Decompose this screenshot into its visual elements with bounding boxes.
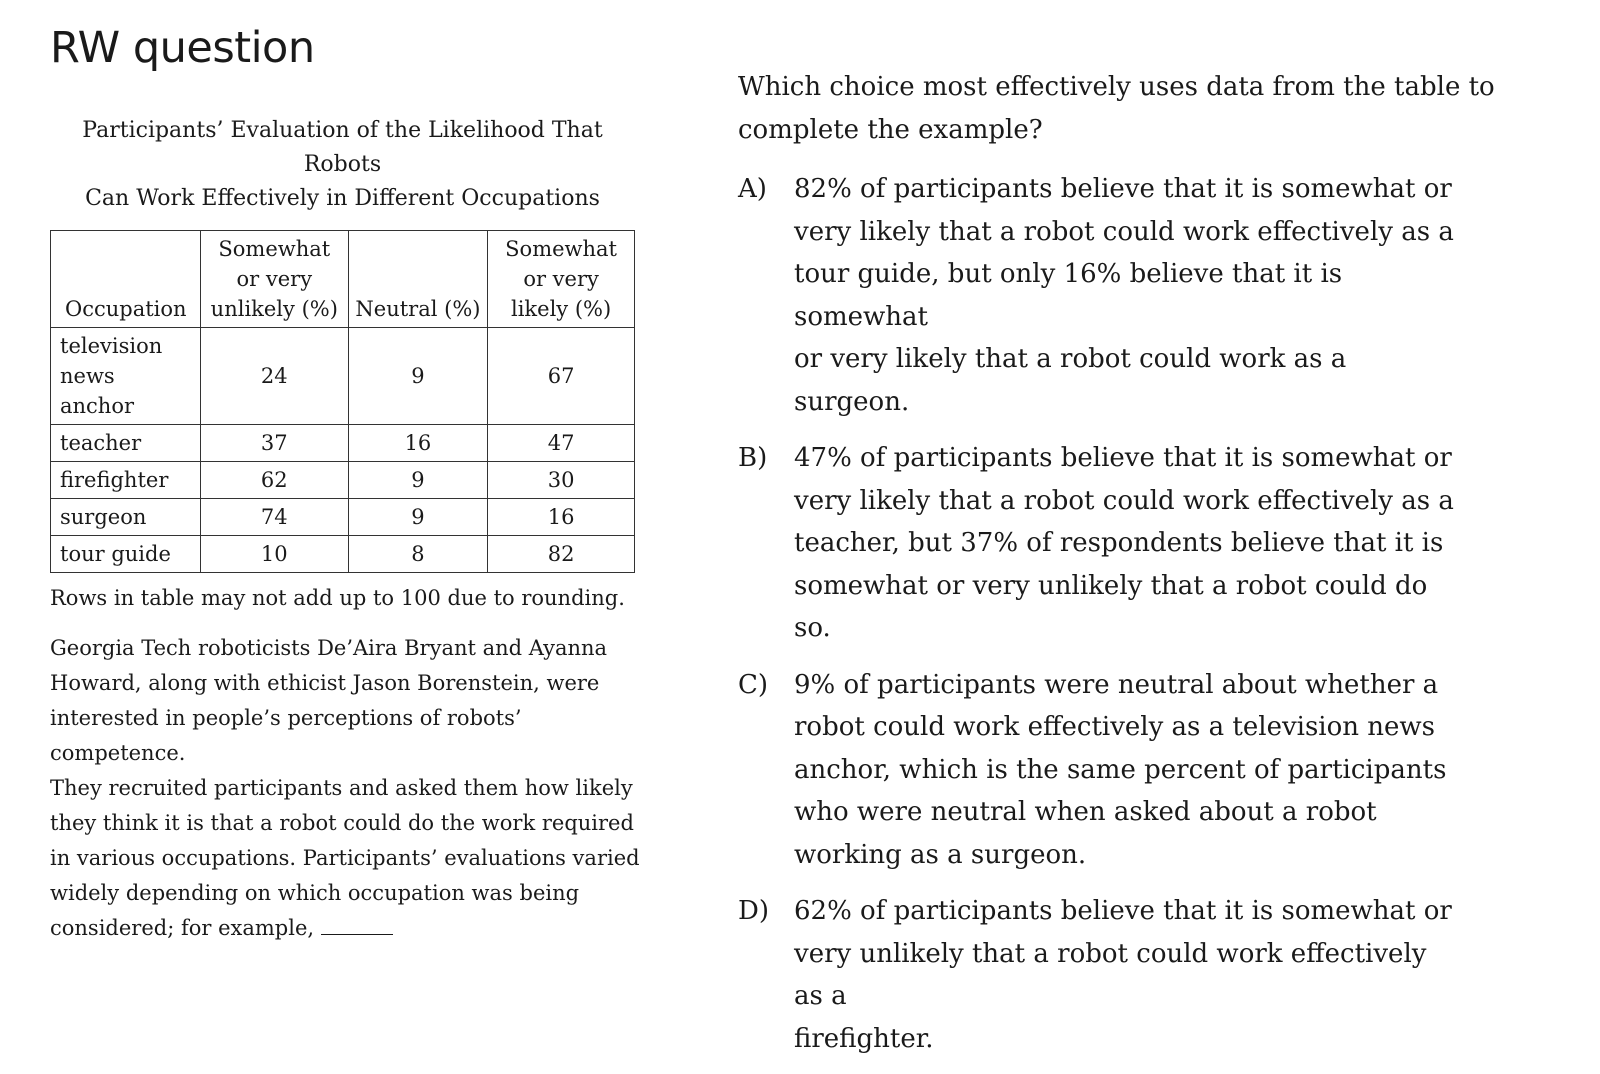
choice-text [794, 168, 1454, 423]
cell-neutral: 9 [348, 499, 488, 536]
cell-neutral: 8 [348, 536, 488, 573]
data-table [50, 230, 635, 573]
table-row [51, 425, 635, 462]
question-stem [738, 66, 1558, 152]
choice-c[interactable] [738, 664, 1558, 877]
choice-line: who were neutral when asked about a robot [794, 797, 1377, 827]
cell-occupation [51, 328, 201, 425]
question-line: complete the example? [738, 115, 1043, 145]
left-column [50, 114, 660, 946]
cell-likely: 82 [488, 536, 635, 573]
cell-likely: 47 [488, 425, 635, 462]
occupation-line: television [60, 334, 163, 358]
passage-line: Howard, along with ethicist Jason Borenstein, were [50, 671, 600, 695]
cell-occupation: firefighter [51, 462, 201, 499]
cell-neutral: 9 [348, 328, 488, 425]
answer-blank [321, 914, 393, 935]
question-line: Which choice most effectively uses data from the table to [738, 72, 1495, 102]
cell-likely: 30 [488, 462, 635, 499]
choice-b[interactable] [738, 437, 1558, 650]
cell-unlikely: 62 [200, 462, 348, 499]
header-line: or very [236, 267, 313, 291]
header-line: or very [523, 267, 599, 291]
choice-line: robot could work effectively as a television news [794, 712, 1436, 742]
table-row [51, 328, 635, 425]
choice-letter: A) [738, 174, 767, 204]
cell-unlikely: 24 [200, 328, 348, 425]
page-title: RW question [50, 23, 315, 73]
cell-unlikely: 10 [200, 536, 348, 573]
table-row [51, 536, 635, 573]
table-title [50, 114, 635, 216]
passage-line: widely depending on which occupation was being [50, 881, 580, 905]
choice-text [794, 890, 1454, 1060]
choice-line: teacher, but 37% of respondents believe that it is [794, 528, 1444, 558]
cell-occupation: teacher [51, 425, 201, 462]
choice-line: very likely that a robot could work effectively as a [794, 485, 1454, 516]
table-title-line: Participants’ Evaluation of the Likelihood That Robots [82, 118, 603, 177]
header-likely [488, 231, 635, 328]
cell-occupation: tour guide [51, 536, 201, 573]
choice-letter: D) [738, 896, 769, 926]
choice-line: 82% of participants believe that it is somewhat or [794, 174, 1452, 204]
choice-line: or very likely that a robot could work as a surgeon. [794, 344, 1347, 417]
header-line: likely (%) [511, 297, 612, 321]
passage-line: interested in people’s perceptions of robots’ competence. [50, 706, 522, 765]
choice-line: tour guide, but only 16% believe that it is somewhat [794, 259, 1343, 332]
header-neutral: Neutral (%) [348, 231, 488, 328]
passage-line: in various occupations. Participants’ evaluations varied [50, 846, 640, 870]
cell-occupation: surgeon [51, 499, 201, 536]
table-header-row [51, 231, 635, 328]
choice-line: 62% of participants believe that it is somewhat or [794, 896, 1452, 926]
header-line: Somewhat [505, 237, 618, 261]
choice-text [794, 437, 1454, 650]
right-column [738, 66, 1558, 1074]
choice-letter: C) [738, 669, 769, 700]
header-line: Somewhat [218, 237, 331, 261]
choice-line: somewhat or very unlikely that a robot could do so. [794, 570, 1428, 643]
choice-text [794, 664, 1454, 877]
header-line: unlikely (%) [210, 297, 338, 321]
table-title-line: Can Work Effectively in Different Occupations [85, 186, 600, 211]
passage-line: They recruited participants and asked them how likely [50, 776, 633, 800]
choice-a[interactable] [738, 168, 1558, 423]
occupation-line: news anchor [60, 364, 135, 418]
passage [50, 631, 660, 946]
choice-line: very unlikely that a robot could work effectively as a [794, 938, 1427, 1011]
cell-likely: 16 [488, 499, 635, 536]
choice-line: 9% of participants were neutral about whether a [794, 669, 1439, 700]
passage-line: considered; for example, [50, 916, 315, 940]
table-row [51, 462, 635, 499]
choice-line: firefighter. [794, 1023, 934, 1054]
cell-unlikely: 37 [200, 425, 348, 462]
table-note: Rows in table may not add up to 100 due to rounding. [50, 586, 625, 610]
choice-line: working as a surgeon. [794, 839, 1087, 870]
cell-neutral: 16 [348, 425, 488, 462]
header-occupation: Occupation [51, 231, 201, 328]
choice-letter: B) [738, 443, 768, 473]
cell-neutral: 9 [348, 462, 488, 499]
choice-d[interactable] [738, 890, 1558, 1060]
choice-line: 47% of participants believe that it is somewhat or [794, 443, 1452, 473]
choice-line: very likely that a robot could work effectively as a [794, 216, 1454, 247]
passage-line-last [50, 911, 660, 946]
passage-line: they think it is that a robot could do the work required [50, 811, 634, 835]
choice-line: anchor, which is the same percent of participants [794, 754, 1447, 785]
cell-unlikely: 74 [200, 499, 348, 536]
passage-line: Georgia Tech roboticists De’Aira Bryant and Ayanna [50, 636, 608, 660]
cell-likely: 67 [488, 328, 635, 425]
table-row [51, 499, 635, 536]
header-unlikely [200, 231, 348, 328]
